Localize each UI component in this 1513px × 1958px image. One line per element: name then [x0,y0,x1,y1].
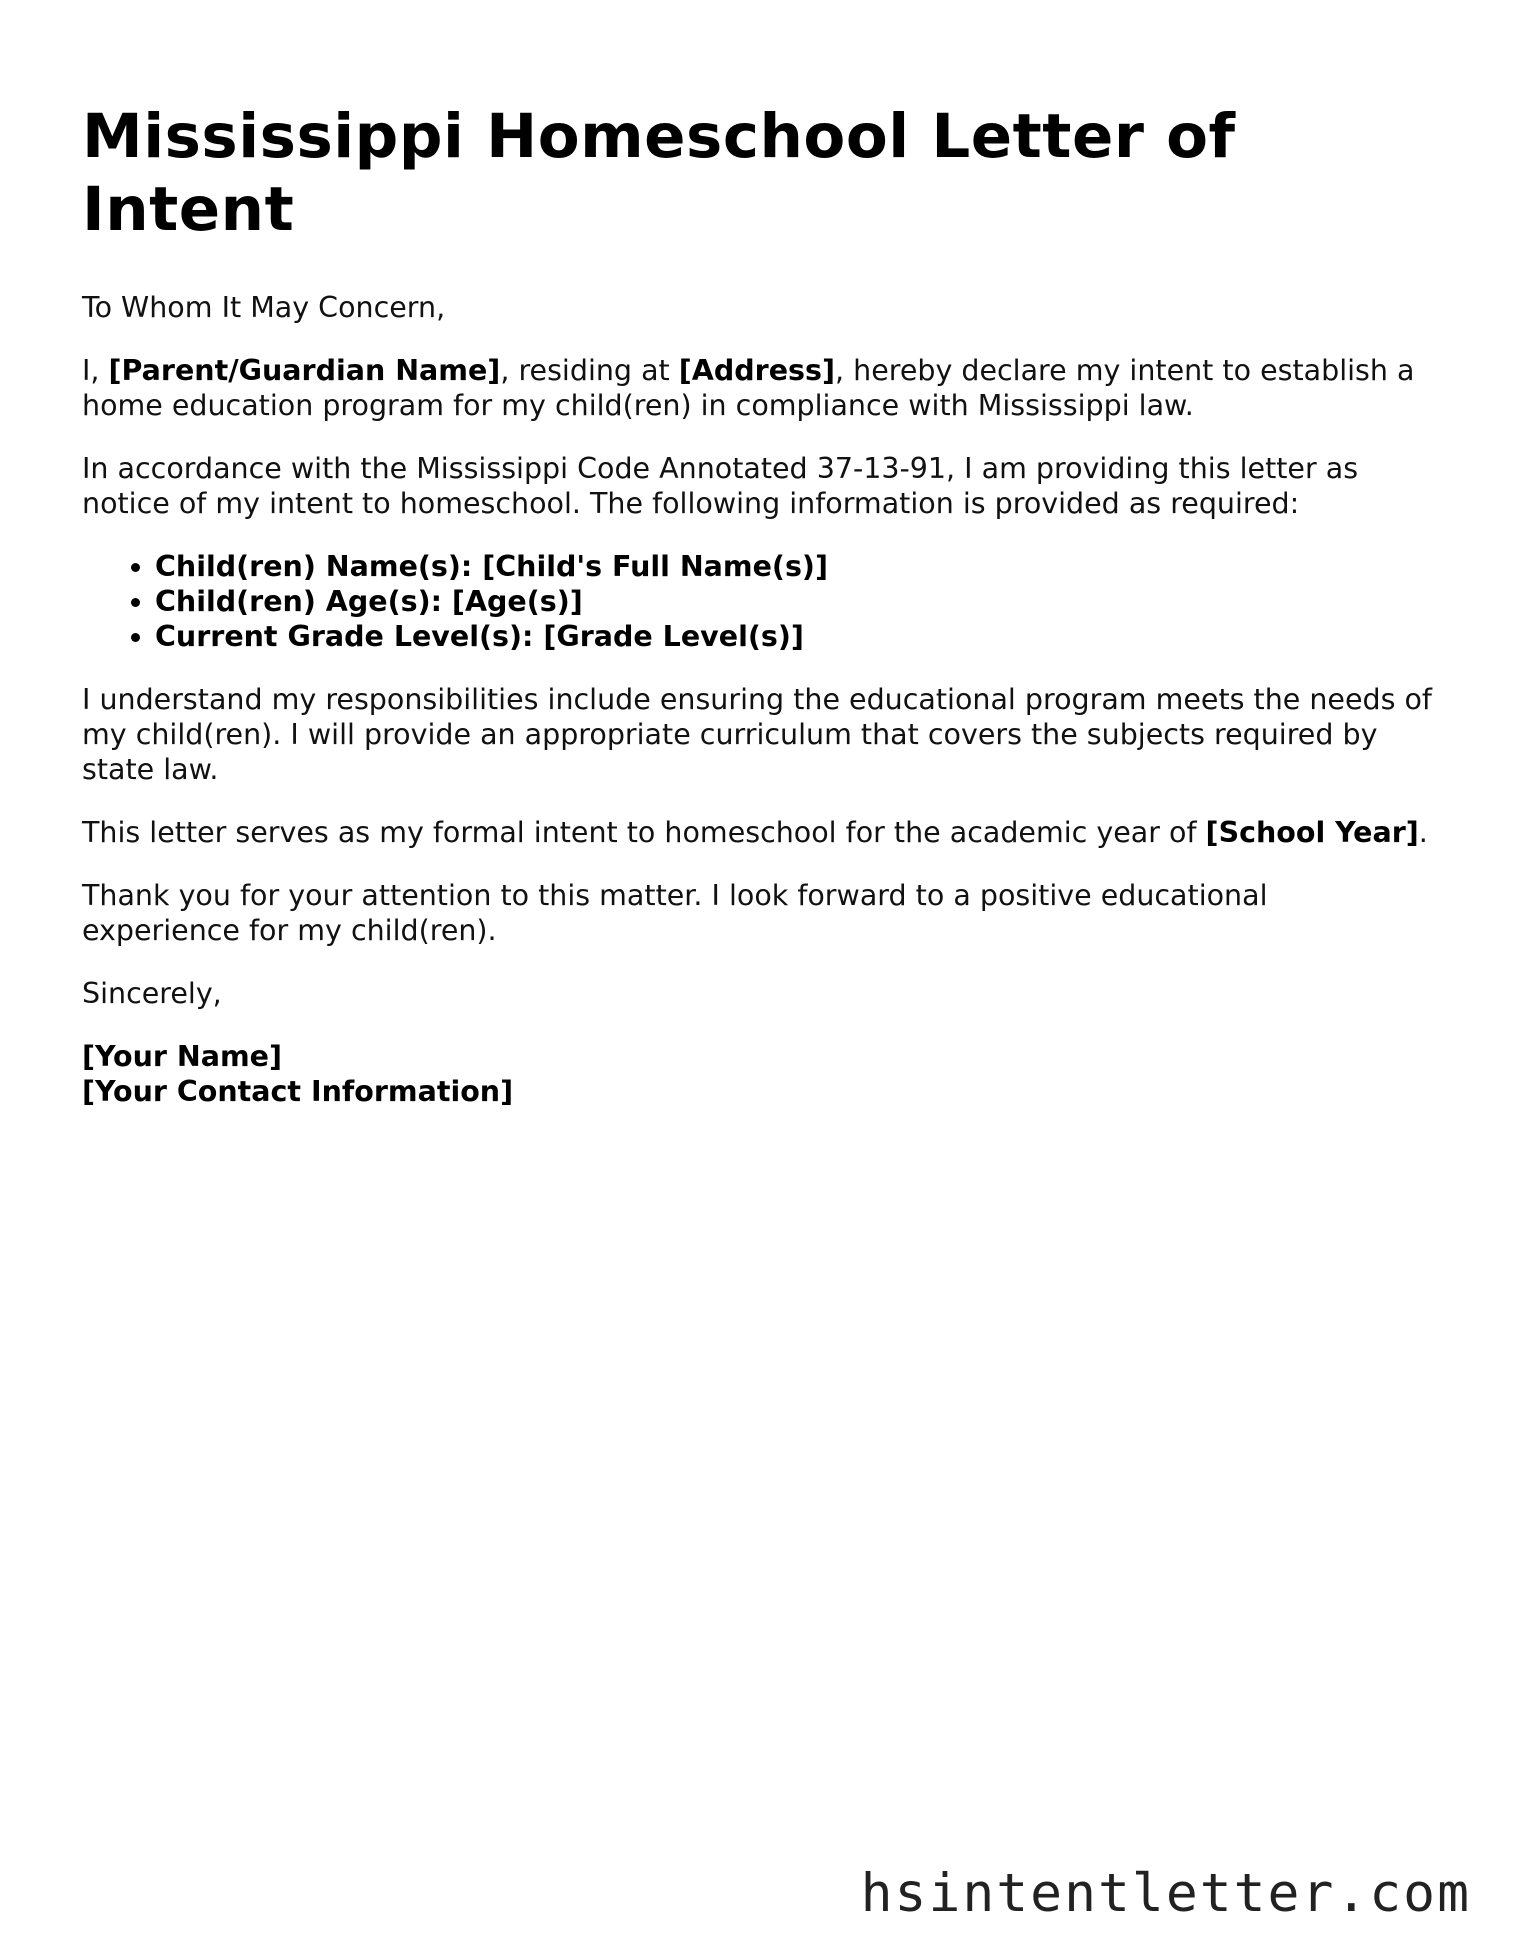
parent-name-placeholder: [Parent/Guardian Name] [108,354,501,388]
school-year-placeholder: [School Year] [1205,816,1419,850]
intro-suffix: , hereby declare my intent to establish a home education program for my child(ren) in compliance with Mississippi law. [82,354,1415,423]
intro-paragraph [82,353,1432,423]
site-watermark: hsintentletter.com [860,1863,1471,1924]
salutation: To Whom It May Concern, [82,291,446,325]
school-year-suffix: . [1418,816,1428,850]
signature-block [82,1039,1432,1109]
school-year-paragraph [82,815,1432,850]
letter-page [82,100,1432,1137]
signature-name: [Your Name] [82,1040,283,1074]
list-item-child-names: • Child(ren) Name(s): [Child's Full Name(s)] [155,549,1432,584]
list-item-grade-levels: • Current Grade Level(s): [Grade Level(s)] [155,619,1432,654]
school-year-prefix: This letter serves as my formal intent to homeschool for the academic year of [82,816,1206,850]
responsibilities-paragraph: I understand my responsibilities include ensuring the educational program meets the needs of my child(ren). I will provide an appropriate curriculum that covers the subjects required by state law. [82,683,1432,787]
letter-title: Mississippi Homeschool Letter of Intent [82,101,1236,246]
legal-notice-paragraph: In accordance with the Mississippi Code Annotated 37-13-91, I am providing this letter as notice of my intent to homeschool. The following information is provided as required: [82,452,1359,521]
required-info-list [82,549,1432,654]
intro-middle: , residing at [500,354,679,388]
address-placeholder: [Address] [678,354,836,388]
thank-you-paragraph: Thank you for your attention to this matter. I look forward to a positive educational experience for my child(ren). [82,879,1268,948]
closing: Sincerely, [82,977,222,1011]
list-item-child-ages: • Child(ren) Age(s): [Age(s)] [155,584,1432,619]
signature-contact: [Your Contact Information] [82,1075,514,1109]
intro-prefix: I, [82,354,109,388]
